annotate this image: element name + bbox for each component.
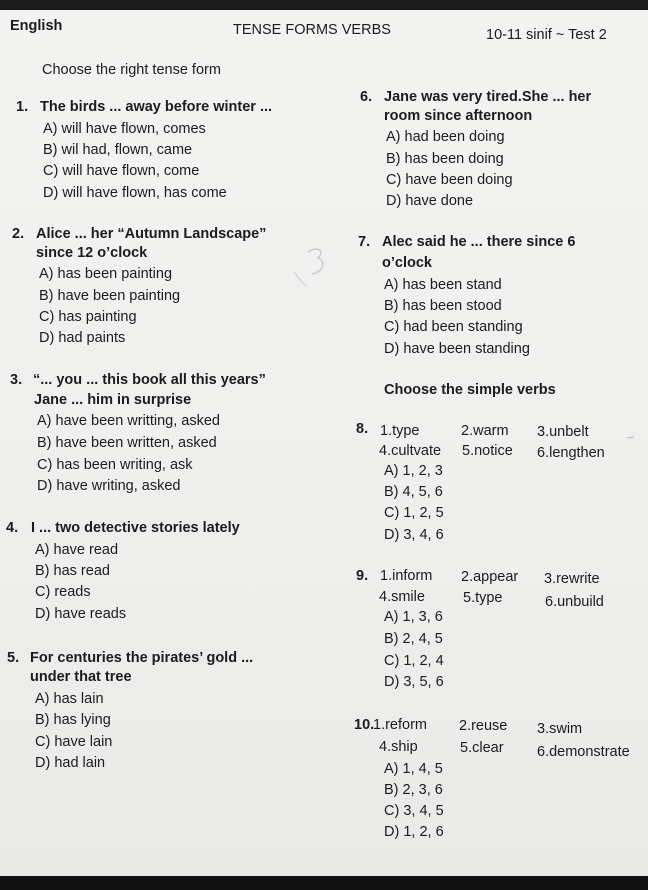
answer-option[interactable]: B) have been painting: [39, 288, 181, 304]
answer-option[interactable]: B) has lying: [35, 712, 111, 728]
photo-bottom-border: [0, 876, 648, 890]
answer-option[interactable]: B) wil had, flown, came: [43, 142, 193, 158]
section-title-simple-verbs: Choose the simple verbs: [384, 382, 556, 398]
question-number: 7.: [358, 234, 371, 250]
answer-option[interactable]: C) have lain: [35, 734, 113, 750]
answer-option[interactable]: C) will have flown, come: [43, 163, 200, 179]
answer-option[interactable]: A) has been painting: [39, 266, 173, 282]
pencil-tick-icon: [626, 434, 636, 442]
answer-option[interactable]: D) had paints: [39, 330, 126, 346]
answer-option[interactable]: C) has painting: [39, 309, 137, 325]
word-choice: 4.smile: [379, 589, 425, 605]
word-choice: 5.clear: [460, 740, 504, 756]
answer-option[interactable]: D) will have flown, has come: [43, 185, 227, 201]
page-title: TENSE FORMS VERBS: [233, 22, 391, 38]
question-number: 10.: [354, 717, 375, 733]
word-choice: 2.reuse: [459, 718, 508, 734]
question-stem: under that tree: [30, 669, 132, 685]
word-choice: 3.unbelt: [537, 424, 589, 440]
word-choice: 1.inform: [380, 568, 433, 584]
answer-option[interactable]: A) 1, 2, 3: [384, 463, 443, 479]
answer-option[interactable]: C) have been doing: [386, 172, 513, 188]
question-stem: o’clock: [382, 255, 432, 271]
answer-option[interactable]: D) have reads: [35, 606, 127, 622]
question-stem: since 12 o’clock: [36, 245, 148, 261]
question-stem: Jane was very tired.She ... her: [384, 89, 592, 105]
word-choice: 3.rewrite: [544, 571, 600, 587]
answer-option[interactable]: A) have read: [35, 542, 119, 558]
answer-option[interactable]: D) 1, 2, 6: [384, 824, 444, 840]
answer-option[interactable]: D) 3, 5, 6: [384, 674, 444, 690]
test-sheet: [0, 10, 648, 876]
question-stem: I ... two detective stories lately: [31, 520, 240, 536]
question-stem: Jane ... him in surprise: [34, 392, 192, 408]
question-stem: For centuries the pirates’ gold ...: [30, 650, 254, 666]
answer-option[interactable]: B) 4, 5, 6: [384, 484, 443, 500]
word-choice: 6.unbuild: [545, 594, 604, 610]
word-choice: 1.type: [380, 423, 420, 439]
word-choice: 4.cultvate: [379, 443, 442, 459]
class-test-label: 10-11 sinif ~ Test 2: [486, 27, 607, 43]
question-number: 3.: [10, 372, 23, 388]
word-choice: 3.swim: [537, 721, 583, 737]
answer-option[interactable]: C) 3, 4, 5: [384, 803, 444, 819]
answer-option[interactable]: D) have done: [386, 193, 474, 209]
answer-option[interactable]: D) have writing, asked: [37, 478, 181, 494]
question-number: 2.: [12, 226, 25, 242]
question-number: 5.: [7, 650, 20, 666]
question-stem: room since afternoon: [384, 108, 533, 124]
question-number: 4.: [6, 520, 19, 536]
word-choice: 6.demonstrate: [537, 744, 630, 760]
answer-option[interactable]: A) has lain: [35, 691, 104, 707]
word-choice: 6.lengthen: [537, 445, 605, 461]
answer-option[interactable]: B) 2, 3, 6: [384, 782, 443, 798]
answer-option[interactable]: C) had been standing: [384, 319, 523, 335]
question-number: 9.: [356, 568, 369, 584]
question-stem: The birds ... away before winter ...: [40, 99, 273, 115]
answer-option[interactable]: A) will have flown, comes: [43, 121, 206, 137]
answer-option[interactable]: B) has read: [35, 563, 110, 579]
answer-option[interactable]: A) had been doing: [386, 129, 505, 145]
answer-option[interactable]: A) 1, 4, 5: [384, 761, 443, 777]
word-choice: 2.appear: [461, 569, 519, 585]
answer-option[interactable]: A) have been writting, asked: [37, 413, 220, 429]
subject-label: English: [10, 18, 63, 34]
question-number: 8.: [356, 421, 369, 437]
word-choice: 1.reform: [373, 717, 427, 733]
question-number: 6.: [360, 89, 373, 105]
question-stem: “... you ... this book all this years”: [33, 372, 266, 388]
answer-option[interactable]: A) 1, 3, 6: [384, 609, 443, 625]
answer-option[interactable]: C) has been writing, ask: [37, 457, 193, 473]
section-title-tense: Choose the right tense form: [42, 62, 221, 78]
question-stem: Alice ... her “Autumn Landscape”: [36, 226, 267, 242]
word-choice: 2.warm: [461, 423, 509, 439]
answer-option[interactable]: D) 3, 4, 6: [384, 527, 444, 543]
answer-option[interactable]: A) has been stand: [384, 277, 502, 293]
answer-option[interactable]: D) had lain: [35, 755, 106, 771]
answer-option[interactable]: C) 1, 2, 4: [384, 653, 444, 669]
answer-option[interactable]: B) 2, 4, 5: [384, 631, 443, 647]
question-number: 1.: [16, 99, 29, 115]
answer-option[interactable]: D) have been standing: [384, 341, 530, 357]
answer-option[interactable]: B) has been doing: [386, 151, 504, 167]
pencil-mark-icon: [290, 242, 334, 292]
word-choice: 5.type: [463, 590, 503, 606]
word-choice: 5.notice: [462, 443, 513, 459]
word-choice: 4.ship: [379, 739, 418, 755]
answer-option[interactable]: C) reads: [35, 584, 91, 600]
answer-option[interactable]: B) has been stood: [384, 298, 502, 314]
question-stem: Alec said he ... there since 6: [382, 234, 576, 250]
answer-option[interactable]: C) 1, 2, 5: [384, 505, 444, 521]
answer-option[interactable]: B) have been written, asked: [37, 435, 217, 451]
